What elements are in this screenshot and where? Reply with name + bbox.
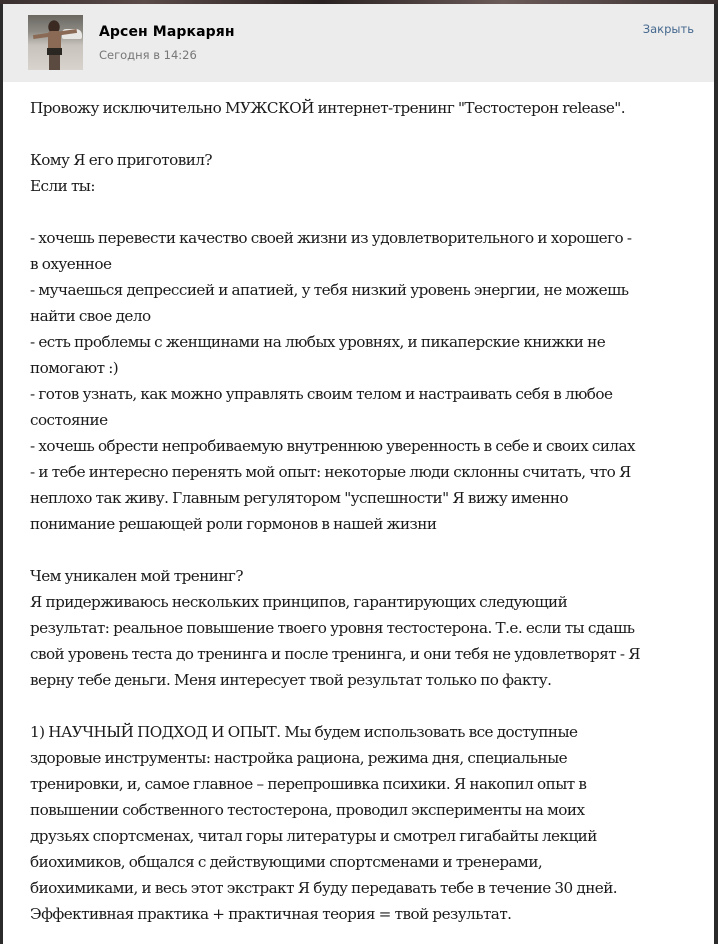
post-text-line: Если ты: xyxy=(30,177,95,195)
post-text-line: - мучаешься депрессией и апатией, у тебя низкий уровень энергии, не можешь xyxy=(30,281,629,299)
post-text-line: Я придерживаюсь нескольких принципов, гарантирующих следующий xyxy=(30,593,568,611)
post-modal xyxy=(3,4,714,944)
post-text-line: Эффективная практика + практичная теория = твой результат. xyxy=(30,905,512,923)
post-text-line: повышении собственного тестостерона, проводил эксперименты на моих xyxy=(30,801,585,819)
post-text-line: - хочешь обрести непробиваемую внутреннюю уверенность в себе и своих силах xyxy=(30,437,636,455)
post-time-link[interactable]: Сегодня в 14:26 xyxy=(99,48,197,62)
post-text-line: - хочешь перевести качество своей жизни из удовлетворительного и хорошего - xyxy=(30,229,632,247)
post-text-line: Чем уникален мой тренинг? xyxy=(30,567,243,585)
post-text-line: здоровые инструменты: настройка рациона, режима дня, специальные xyxy=(30,749,568,767)
close-button[interactable]: Закрыть xyxy=(642,22,694,36)
post-text-line: помогают :) xyxy=(30,359,119,377)
post-text-line: неплохо так живу. Главным регулятором "успешности" Я вижу именно xyxy=(30,489,568,507)
post-text-line: - и тебе интересно перенять мой опыт: некоторые люди склонны считать, что Я xyxy=(30,463,631,481)
blank-line xyxy=(30,537,690,563)
post-text-line: состояние xyxy=(30,411,108,429)
post-text-line: результат: реальное повышение твоего уровня тестостерона. Т.е. если ты сдашь xyxy=(30,619,635,637)
avatar-photo-legs xyxy=(49,55,60,70)
post-text-line: - готов узнать, как можно управлять своим телом и настраивать себя в любое xyxy=(30,385,613,403)
avatar-photo-shorts xyxy=(47,48,62,55)
post-header xyxy=(3,4,714,82)
post-text-line: в охуенное xyxy=(30,255,112,273)
post-text-line: понимание решающей роли гормонов в нашей жизни xyxy=(30,515,437,533)
author-name-link[interactable]: Арсен Маркарян xyxy=(99,24,235,40)
post-text-line: тренировки, и, самое главное – перепрошивка психики. Я накопил опыт в xyxy=(30,775,587,793)
post-text-line: свой уровень теста до тренинга и после тренинга, и они тебя не удовлетворят - Я xyxy=(30,645,640,663)
post-text xyxy=(3,82,690,927)
post-text-line: найти свое дело xyxy=(30,307,151,325)
blank-line xyxy=(30,121,690,147)
avatar[interactable] xyxy=(28,15,83,70)
post-text-line: - есть проблемы с женщинами на любых уровнях, и пикаперские книжки не xyxy=(30,333,606,351)
post-text-line: биохимиков, общался с действующими спортсменами и тренерами, xyxy=(30,853,543,871)
blank-line xyxy=(30,693,690,719)
post-text-line: Кому Я его приготовил? xyxy=(30,151,212,169)
post-text-line: Провожу исключительно МУЖСКОЙ интернет-тренинг "Тестостерон release". xyxy=(30,99,626,117)
blank-line xyxy=(30,199,690,225)
post-text-line: друзьях спортсменах, читал горы литературы и смотрел гигабайты лекций xyxy=(30,827,597,845)
post-text-line: верну тебе деньги. Меня интересует твой результат только по факту. xyxy=(30,671,552,689)
post-text-line: 1) НАУЧНЫЙ ПОДХОД И ОПЫТ. Мы будем использовать все доступные xyxy=(30,723,578,741)
post-text-line: биохимиками, и весь этот экстракт Я буду передавать тебе в течение 30 дней. xyxy=(30,879,618,897)
